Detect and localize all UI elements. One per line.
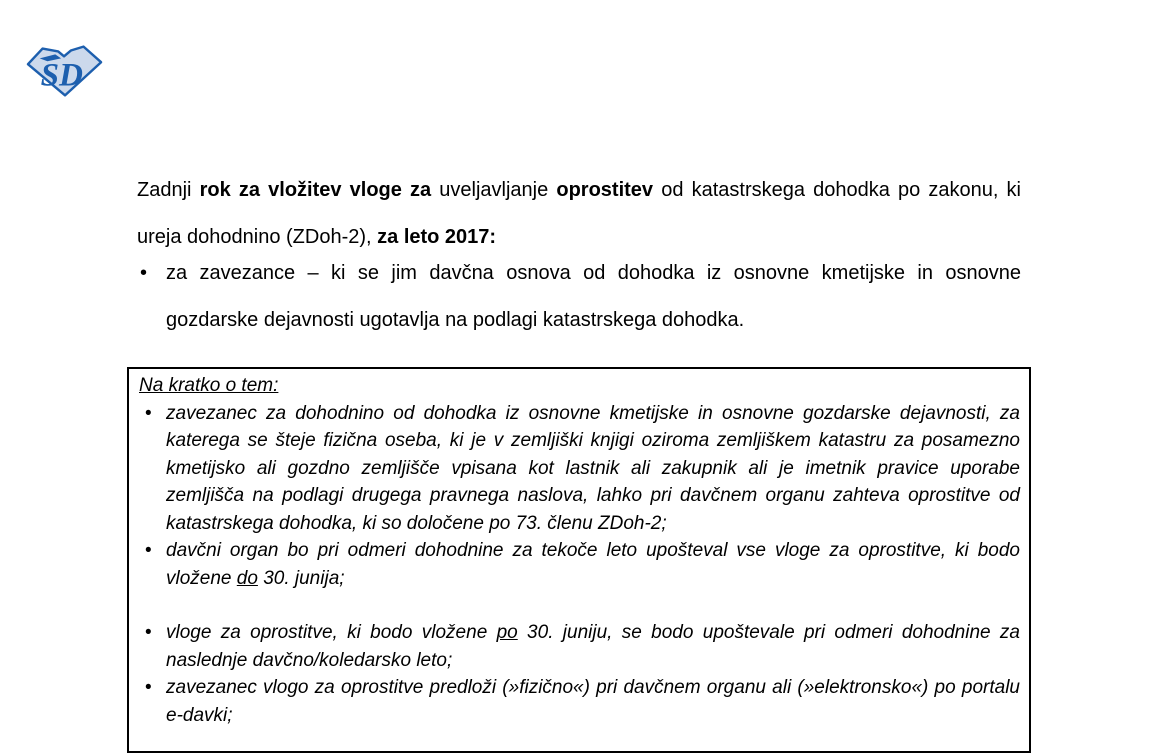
list-item: • zavezanec za dohodnino od dohodka iz osnovne kmetijske in osnovne gozdarske dejavnosti, za katerega se šteje fizična oseba, ki je v zemljiški knjigi oziroma zemljiškem katastru za posamezno kmetijsko ali gozdno zemljišče vpisana kot lastnik ali zakupnik ali je imetnik pravice uporabe zemljišča na podlagi drugega pravnega naslova, lahko pri davčnem organu zahteva oprostitve od katastrskega dohodka, ki so določene po 73. členu ZDoh-2; xyxy=(138,400,1020,538)
sd-logo xyxy=(26,42,104,99)
box-bullet-list xyxy=(138,400,1020,730)
intro-bullet-list xyxy=(137,250,1021,344)
logo-letters: SD xyxy=(40,56,83,94)
list-item: • zavezanec vlogo za oprostitve predloži (»fizično«) pri davčnem organu ali (»elektronsko«) po portalu e-davki; xyxy=(138,674,1020,729)
intro-paragraph: Zadnji rok za vložitev vloge za uveljavljanje oprostitev od katastrskega dohodka po zakonu, ki ureja dohodnino (ZDoh-2), za leto 2017: xyxy=(137,179,1021,248)
list-item: • davčni organ bo pri odmeri dohodnine za tekoče leto upošteval vse vloge za oprostitve, ki bodo vložene do 30. junija; xyxy=(138,537,1020,592)
summary-box xyxy=(127,367,1031,753)
box-title: Na kratko o tem: xyxy=(139,375,279,396)
list-item: • vloge za oprostitve, ki bodo vložene po 30. juniju, se bodo upoštevale pri odmeri dohodnine za naslednje davčno/koledarsko leto; xyxy=(138,619,1020,674)
list-item: • za zavezance – ki se jim davčna osnova od dohodka iz osnovne kmetijske in osnovne gozdarske dejavnosti ugotavlja na podlagi katastrskega dohodka. xyxy=(137,250,1021,344)
